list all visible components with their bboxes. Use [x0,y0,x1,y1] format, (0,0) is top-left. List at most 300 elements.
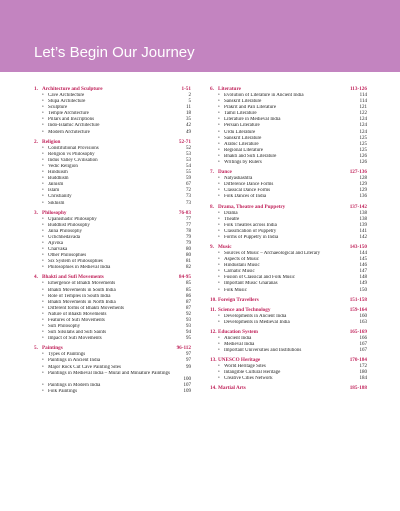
section-page-number: 184 [359,376,367,382]
section-page-number: 167 [359,348,367,353]
section-title: Role of Temples in South India [48,293,111,299]
bullet-icon: • [42,170,44,176]
section-page-number: 72 [186,188,191,194]
section-page-number: 80 [186,247,191,253]
bullet-icon: • [42,200,44,206]
bullet-icon: • [218,216,220,222]
chapter-title: Philosophy [42,209,67,216]
chapter-heading[interactable] [34,138,191,146]
chapter-number: 7. [210,169,214,176]
section-title: Medieval India [224,341,255,347]
section-list [210,93,367,166]
chapter-heading[interactable] [34,344,191,352]
section-page-number: 93 [186,324,191,330]
chapter-spacer [210,392,367,394]
section-title: Evolution of Literature in Ancient India [224,93,304,98]
bullet-icon: • [218,147,220,153]
section-page-number: 129 [359,188,367,194]
section-page-number: 92 [186,311,191,317]
bullet-icon: • [42,247,44,253]
section-list [34,217,191,272]
section-page-number: 163 [359,319,367,325]
section-page-number: 77 [186,216,191,222]
chapter-entry [210,384,367,394]
bullet-icon: • [218,141,220,147]
section-page-number: 87 [186,299,191,305]
section-title: Folk Theatres across India [224,222,277,228]
section-title: Classification of Puppetry [224,228,277,234]
bullet-icon: • [42,111,44,117]
section-page-number: 42 [186,123,191,129]
section-list [34,146,191,207]
section-title: Sikhism [48,200,65,206]
section-entry[interactable] [210,235,367,241]
chapter-number: 10. [210,296,217,303]
chapter-page-range: 185-188 [349,385,367,392]
section-title: Important Universities and Institutions [224,348,302,353]
toc-column-left [34,85,191,397]
bullet-icon: • [218,129,220,135]
section-page-number: 49 [186,129,191,135]
section-entry[interactable] [210,348,367,354]
section-title: Sanskrit Literature [224,135,262,141]
section-entry[interactable] [34,336,191,342]
chapter-heading[interactable] [210,296,367,304]
bullet-icon: • [42,228,44,234]
bullet-icon: • [42,253,44,259]
section-entry[interactable] [34,201,191,207]
section-title: Natyashashtra [224,176,253,182]
section-title: Carnatic Music [224,269,255,275]
bullet-icon: • [218,182,220,188]
chapter-entry [34,85,191,138]
section-title: Six System of Philosophies [48,259,103,265]
section-title: Sculpture [48,105,68,111]
section-page-number: 35 [186,117,191,123]
section-page-number: 180 [359,370,367,376]
bullet-icon: • [42,311,44,317]
section-title: Persian Literature [224,123,260,129]
section-list [210,364,367,382]
bullet-icon: • [218,281,220,287]
chapter-entry [210,85,367,168]
toc-column-right [210,85,367,394]
chapter-number: 6. [210,86,214,92]
bullet-icon: • [42,105,44,111]
chapter-page-range: 84-95 [178,274,191,281]
section-page-number: 126 [359,153,367,159]
section-title: Arabic Literature [224,141,259,147]
bullet-icon: • [218,194,220,200]
section-title: Buddhism [48,176,69,182]
section-page-number: 124 [359,129,367,135]
bullet-icon: • [42,182,44,188]
bullet-icon: • [42,370,44,376]
bullet-icon: • [42,293,44,299]
section-page-number: 73 [186,194,191,200]
section-page-number: 125 [359,147,367,153]
section-title: Forms of Puppetry in India [224,234,279,240]
section-title: Impact of Sufi Movements [48,336,102,342]
section-title: Sufi Philosophy [48,324,81,330]
chapter-entry [34,138,191,209]
section-title: Intangible Cultural Heritage [224,370,281,376]
section-title: Literature in Medieval India [224,117,281,123]
section-title: Sanskrit Literature [224,99,262,105]
section-entry[interactable] [34,389,191,395]
section-title: Folk Dances of India [224,194,267,200]
chapter-page-range: 127-136 [349,169,367,176]
section-page-number: 100 [183,376,191,382]
section-title: Urdu Literature [224,129,256,135]
bullet-icon: • [42,358,44,364]
chapter-page-range: 96-112 [176,345,191,352]
chapter-title: Literature [218,86,241,92]
section-list [210,251,367,294]
section-page-number: 114 [359,93,367,98]
bullet-icon: • [42,216,44,222]
chapter-heading[interactable] [210,203,367,211]
chapter-entry [210,306,367,328]
section-title: Writings by Rulers [224,160,262,166]
section-page-number: 82 [186,265,191,271]
chapter-heading[interactable] [210,243,367,251]
bullet-icon: • [218,188,220,194]
chapter-entry [210,168,367,202]
section-list [34,281,191,342]
section-page-number: 67 [186,182,191,188]
section-page-number: 125 [359,141,367,147]
chapter-title: Martial Arts [218,385,246,392]
chapter-page-range: 137-142 [349,203,367,210]
section-entry[interactable] [34,371,191,383]
chapter-number: 2. [34,138,38,145]
section-title: Difference Dance Forms [224,182,274,188]
section-title: Charvaka [48,247,68,253]
section-entry[interactable] [34,265,191,271]
bullet-icon: • [218,160,220,166]
bullet-icon: • [42,259,44,265]
section-page-number: 99 [186,364,191,370]
chapter-page-range: 151-158 [349,296,367,303]
section-page-number: 94 [186,330,191,336]
section-page-number: 125 [359,135,367,141]
section-title: Pillars and Inscriptions [48,117,95,123]
bullet-icon: • [42,388,44,394]
chapter-title: Paintings [42,345,63,352]
section-title: Modern Architecture [48,129,90,135]
section-title: Uchchhedavada [48,234,80,240]
section-page-number: 136 [359,194,367,200]
section-title: Religion vs Philosophy [48,151,95,157]
bullet-icon: • [42,318,44,323]
section-title: Theatre [224,216,240,222]
chapter-spacer [34,395,191,397]
section-page-number: 77 [186,222,191,228]
section-title: Features of Sufi Movements [48,318,105,323]
bullet-icon: • [42,99,44,105]
bullet-icon: • [218,341,220,347]
section-page-number: 124 [359,117,367,123]
section-page-number: 53 [186,157,191,163]
section-title: Ancient India [224,335,252,341]
chapter-heading[interactable] [210,328,367,336]
section-page-number: 128 [359,176,367,182]
chapter-entry [210,296,367,306]
section-page-number: 150 [359,287,367,293]
bullet-icon: • [42,157,44,163]
section-page-number: 95 [186,336,191,342]
section-title: Developments in Ancient India [224,313,287,319]
section-title: Buddhist Philosophy [48,222,90,228]
chapter-number: 14. [210,385,217,392]
section-page-number: 85 [186,287,191,293]
section-title: Islam [48,188,60,194]
bullet-icon: • [42,324,44,330]
bullet-icon: • [42,330,44,336]
chapter-title: UNESCO Heritage [218,357,261,364]
chapter-number: 1. [34,86,38,92]
section-page-number: 121 [359,105,367,111]
chapter-heading[interactable] [210,306,367,314]
bullet-icon: • [42,352,44,358]
section-title: Constitutional Provisions [48,145,99,151]
section-list [34,93,191,136]
section-title: Sufi Silsilahs and Sufi Saints [48,330,107,336]
chapter-title: Dance [218,169,232,176]
bullet-icon: • [218,105,220,111]
section-page-number: 11 [186,105,191,111]
chapter-title: Science and Technology [218,306,271,313]
section-page-number: 122 [359,111,367,117]
section-title: Paintings in Ancient India [48,358,101,364]
section-page-number: 142 [359,234,367,240]
bullet-icon: • [218,348,220,353]
section-page-number: 129 [359,182,367,188]
bullet-icon: • [218,222,220,228]
section-page-number: 86 [186,293,191,299]
section-title: Developments in Medieval India [224,319,290,325]
section-page-number: 97 [186,358,191,364]
bullet-icon: • [218,123,220,129]
section-page-number: 55 [186,170,191,176]
section-page-number: 172 [359,364,367,370]
bullet-icon: • [42,234,44,240]
section-title: Bhakti Movements in North India [48,299,116,305]
bullet-icon: • [218,117,220,123]
section-title: Emergence of Bhakti Movements [48,281,116,287]
section-entry[interactable] [210,288,367,294]
section-title: Paintings in Modern India [48,382,101,388]
chapter-page-range: 1-51 [181,86,191,92]
bullet-icon: • [218,313,220,319]
section-title: Folk Music [224,287,247,293]
chapter-page-range: 52-71 [178,138,191,145]
chapter-page-range: 170-184 [349,357,367,364]
section-list [210,314,367,326]
section-list [210,211,367,241]
bullet-icon: • [42,176,44,182]
chapter-page-range: 143-150 [349,243,367,250]
chapter-page-range: 165-169 [349,328,367,335]
chapter-heading[interactable] [210,168,367,176]
chapter-heading[interactable] [34,273,191,281]
bullet-icon: • [218,135,220,141]
bullet-icon: • [218,234,220,240]
chapter-page-range: 159-164 [349,306,367,313]
chapter-number: 12. [210,328,217,335]
bullet-icon: • [218,250,220,256]
section-title: Other Philosophies [48,253,87,259]
bullet-icon: • [218,263,220,269]
chapter-heading[interactable] [210,85,367,93]
section-entry[interactable] [34,130,191,136]
section-page-number: 146 [359,263,367,269]
section-page-number: 124 [359,123,367,129]
bullet-icon: • [42,194,44,200]
section-title: Different forms of Bhakti Movements [48,305,125,311]
bullet-icon: • [42,117,44,123]
chapter-entry [210,243,367,296]
section-page-number: 149 [359,281,367,287]
section-title: Ajivika [48,240,63,246]
section-entry[interactable] [210,320,367,326]
bullet-icon: • [218,335,220,341]
section-page-number: 166 [359,335,367,341]
section-title: Folk Paintings [48,388,78,394]
header-banner [0,0,400,72]
section-page-number: 52 [186,145,191,151]
chapter-heading[interactable] [34,85,191,93]
section-title: Vedic Religion [48,163,78,169]
section-title: Fusion of Classical and Folk Music [224,275,295,281]
bullet-icon: • [42,188,44,194]
chapter-number: 4. [34,274,38,281]
section-title: Christianity [48,194,72,200]
section-page-number: 59 [186,176,191,182]
chapter-page-range: 113-126 [349,86,367,92]
section-page-number: 79 [186,240,191,246]
section-page-number: 81 [186,259,191,265]
section-page-number: 78 [186,228,191,234]
section-title: Indus Valley Civilisation [48,157,98,163]
bullet-icon: • [42,364,44,370]
chapter-page-range: 76-83 [178,209,191,216]
bullet-icon: • [42,129,44,135]
section-title: Creative Cities Network [224,376,273,382]
chapter-number: 8. [210,203,214,210]
page-title: Let’s Begin Our Journey [34,44,195,61]
section-page-number: 114 [359,99,367,105]
section-list [34,352,191,395]
section-page-number: 18 [186,111,191,117]
section-page-number: 53 [186,151,191,157]
section-title: Nature of Bhakti Movements [48,311,107,317]
section-page-number: 160 [359,313,367,319]
chapter-heading[interactable] [34,209,191,217]
chapter-number: 11. [210,306,217,313]
bullet-icon: • [218,210,220,216]
section-title: Cave Architecture [48,93,85,98]
chapter-title: Religion [42,138,61,145]
section-page-number: 80 [186,253,191,259]
chapter-heading[interactable] [210,356,367,364]
section-title: Classical Dance Forms [224,188,271,194]
chapter-title: Architecture and Sculpture [42,86,103,92]
section-page-number: 139 [359,222,367,228]
section-title: Jainism [48,182,64,188]
section-page-number: 141 [359,228,367,234]
section-entry[interactable] [210,160,367,166]
section-page-number: 138 [359,210,367,216]
section-entry[interactable] [210,194,367,200]
section-title: Drama [224,210,238,216]
section-page-number: 93 [186,318,191,323]
section-page-number: 109 [183,388,191,394]
chapter-title: Education System [218,328,258,335]
bullet-icon: • [42,336,44,342]
section-title: Stupa Architecture [48,99,86,105]
chapter-entry [210,328,367,356]
chapter-entry [210,203,367,243]
section-page-number: 147 [359,269,367,275]
chapter-heading[interactable] [210,384,367,392]
section-page-number: 54 [186,163,191,169]
section-page-number: 167 [359,341,367,347]
bullet-icon: • [218,99,220,105]
section-list [210,176,367,200]
section-title: Major Rock Cut Cave Painting Sites [48,364,121,370]
section-title: Hinduism [48,170,68,176]
section-title: Sources of Music – Archaeological and Literary [224,250,321,256]
section-page-number: 107 [183,382,191,388]
bullet-icon: • [218,257,220,263]
bullet-icon: • [42,305,44,311]
section-page-number: 87 [186,305,191,311]
bullet-icon: • [218,111,220,117]
section-page-number: 148 [359,275,367,281]
chapter-entry [34,344,191,397]
section-page-number: 126 [359,160,367,166]
chapter-entry [34,273,191,344]
bullet-icon: • [42,123,44,129]
bullet-icon: • [218,153,220,159]
bullet-icon: • [218,275,220,281]
section-page-number: 73 [186,200,191,206]
bullet-icon: • [42,281,44,287]
bullet-icon: • [42,382,44,388]
chapter-entry [210,356,367,384]
bullet-icon: • [42,265,44,271]
chapter-title: Bhakti and Sufi Movements [42,274,104,281]
section-title: Temple Architecture [48,111,89,117]
section-title: Tamil Literature [224,111,257,117]
section-page-number: 138 [359,216,367,222]
section-title: World Heritage Sites [224,364,266,370]
bullet-icon: • [42,145,44,151]
section-title: Philosophies in Medieval India [48,265,111,271]
bullet-icon: • [218,287,220,293]
section-title: Hindustani Music [224,263,260,269]
chapter-number: 5. [34,345,38,352]
section-title: Upanishadic Philosophy [48,216,97,222]
chapter-number: 3. [34,209,38,216]
section-page-number: 144 [359,250,367,256]
section-entry[interactable] [210,376,367,382]
section-title: Types of Paintings [48,352,86,358]
chapter-entry [34,209,191,274]
bullet-icon: • [218,176,220,182]
